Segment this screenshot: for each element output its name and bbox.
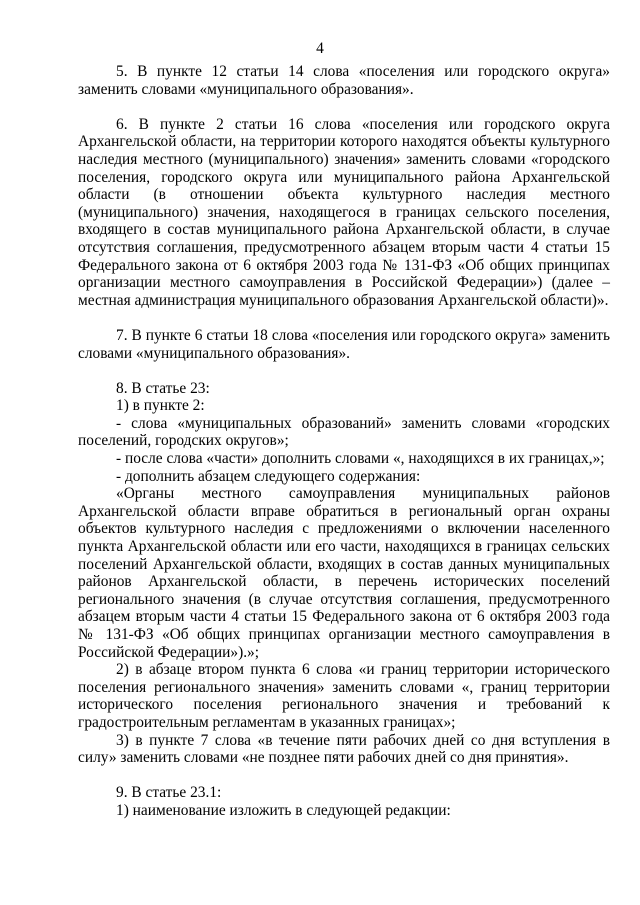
- paragraph-gap: [78, 98, 610, 116]
- page-number: 4: [316, 40, 324, 57]
- quoted-paragraph: «Органы местного самоуправления муниципальных районов Архангельской области вправе обратиться в региональный орган охраны объектов культурного наследия с предложениями о включении населенного пункта Архангельской области или его части, находящихся в границах сельских поселений Архангельской области, входящих в состав данных муниципальных районов Архангельской области, в перечень исторических поселений регионального значения (в случае отсутствия соглашения, предусмотренного абзацем вторым части 4 статьи 15 Федерального закона от 6 октября 2003 года № 131-ФЗ «Об общих принципах организации местного самоуправления в Российской Федерации»).»;: [78, 485, 610, 661]
- subitem-dash-1: - слова «муниципальных образований» заменить словами «городских поселений, городских округов»;: [78, 414, 610, 450]
- subitem-dash-2: - после слова «части» дополнить словами «, находящихся в их границах,»;: [116, 450, 605, 468]
- paragraph-item-8-heading: 8. В статье 23:: [116, 379, 210, 397]
- document-body: [78, 63, 610, 820]
- subitem-2: 2) в абзаце втором пункта 6 слова «и границ территории исторического поселения регионального значения» заменить словами «, границ территории исторического поселения регионального значения и требований к градостроительным регламентам в указанных границах»;: [78, 661, 610, 731]
- subitem-dash-3: - дополнить абзацем следующего содержания:: [116, 467, 421, 485]
- paragraph-gap: [78, 362, 610, 380]
- subitem-3: 3) в пункте 7 слова «в течение пяти рабочих дней со дня вступления в силу» заменить словами «не позднее пяти рабочих дней со дня принятия».: [78, 731, 610, 767]
- subitem-1-name: 1) наименование изложить в следующей редакции:: [116, 801, 451, 819]
- paragraph-item-6: 6. В пункте 2 статьи 16 слова «поселения или городского округа Архангельской области, на территории которого находятся объекты культурного наследия местного (муниципального) значения» заменить словами «городского поселения, городского округа или муниципального района Архангельской области (в отношении объекта культурного наследия местного (муниципального) значения, находящегося в границах сельского поселения, входящего в состав муниципального района Архангельской области, в случае отсутствия соглашения, предусмотренного абзацем вторым части 4 статьи 15 Федерального закона от 6 октября 2003 года № 131-ФЗ «Об общих принципах организации местного самоуправления в Российской Федерации») (далее – местная администрация муниципального образования Архангельской области)».: [78, 115, 610, 309]
- paragraph-gap: [78, 767, 610, 785]
- paragraph-gap: [78, 309, 610, 327]
- subitem-1-heading: 1) в пункте 2:: [116, 397, 205, 415]
- paragraph-item-9-heading: 9. В статье 23.1:: [116, 784, 222, 802]
- paragraph-item-5: 5. В пункте 12 статьи 14 слова «поселения или городского округа» заменить словами «муниципального образования».: [78, 63, 610, 98]
- paragraph-item-7: 7. В пункте 6 статьи 18 слова «поселения или городского округа» заменить словами «муниципального образования».: [78, 326, 610, 362]
